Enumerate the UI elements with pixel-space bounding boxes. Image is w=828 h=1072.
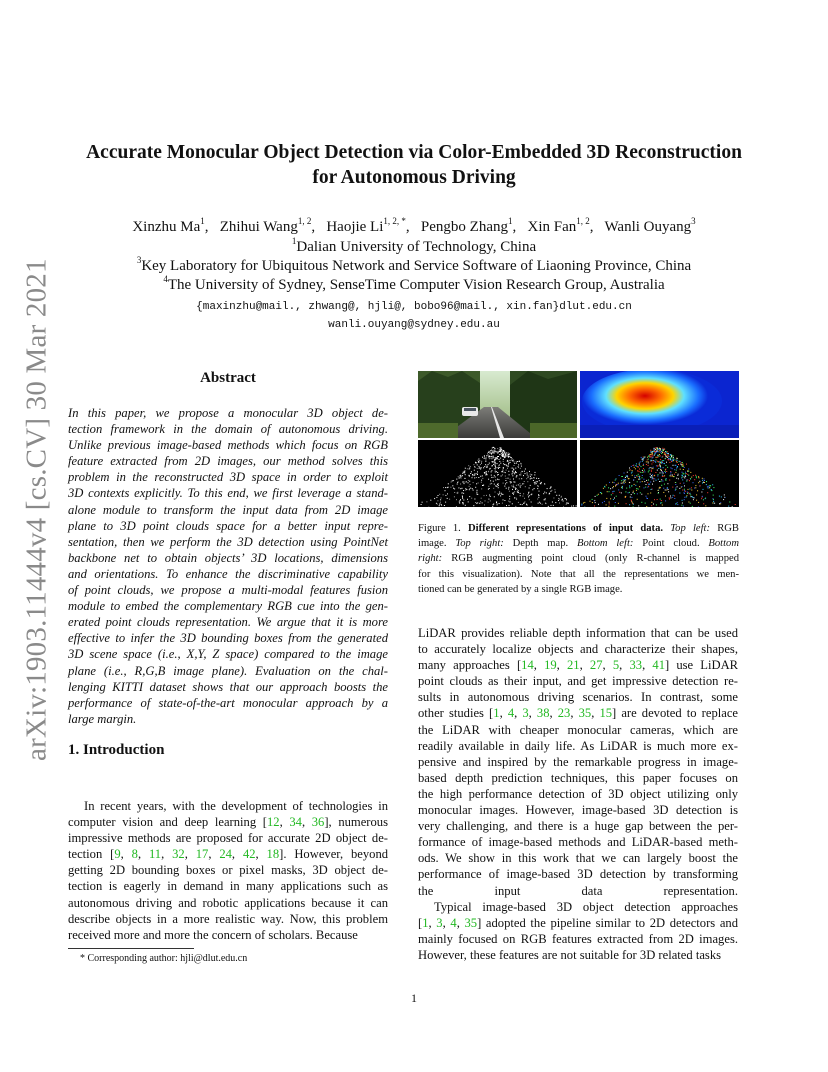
citation-link[interactable]: 14 [521, 658, 534, 673]
text-line: plane to 3D point clouds space for a better input repre- [68, 518, 388, 533]
text-line [68, 830, 388, 846]
text-line [68, 927, 388, 943]
text-span: other studies [ [418, 706, 494, 721]
text-span: , [499, 706, 508, 721]
title-line-1: Accurate Monocular Object Detection via Color-Embedded 3D Reconstruction [86, 142, 742, 163]
text-span: , [533, 658, 545, 673]
text-span: , [570, 706, 579, 721]
text-span: , [301, 815, 312, 830]
text-line [418, 883, 738, 899]
author: Xin Fan$^{1, 2}$ [527, 216, 590, 235]
citation-link[interactable]: 33 [629, 658, 643, 673]
text-line: of point clouds, we propose a multi-modal features fusion [68, 583, 388, 598]
text-span: ] adopted the pipeline similar to 2D detectors and [477, 915, 739, 930]
text-span: , [642, 658, 653, 673]
text-line [418, 705, 738, 721]
citation-link[interactable]: 32 [172, 847, 185, 862]
text-span: , [528, 706, 537, 721]
text-line [418, 866, 738, 882]
text-line [68, 862, 388, 878]
text-span: readily available in daily life. As LiDAR is much more ex- [418, 738, 738, 753]
text-line: module to embed the complementary RGB cue into the gen- [68, 599, 388, 614]
text-line [68, 878, 388, 894]
paper-title [60, 140, 768, 190]
text-line: plane (i.e., R,G,B image plane). Evaluation on the chal- [68, 663, 388, 678]
text-span: , [442, 915, 451, 930]
text-line: 3D scene space (i.e., X,Y, Z space) compared to the image [68, 647, 388, 662]
citation-link[interactable]: 18 [266, 847, 280, 862]
text-line [418, 641, 738, 657]
text-span: , [579, 658, 590, 673]
text-line [418, 770, 738, 786]
citation-link[interactable]: 9 [114, 847, 121, 862]
text-span: , [602, 658, 613, 673]
rgb-augmented-point-cloud-image [580, 440, 739, 507]
citation-link[interactable]: 11 [148, 847, 162, 862]
text-span: , [208, 847, 220, 862]
citation-link[interactable]: 35 [578, 706, 592, 721]
text-line [418, 947, 738, 963]
text-span: impressive methods are proposed for accurate 2D object de- [68, 831, 388, 846]
text-span: Top right: [455, 538, 504, 550]
text-span: , [556, 658, 567, 673]
citation-link[interactable]: 5 [612, 658, 620, 673]
text-span: , [279, 815, 290, 830]
email-line: {maxinzhu@mail., zhwang@, hjli@, bobo96@mail., xin.fan}dlut.edu.cn [196, 301, 632, 313]
text-span: Depth map. [503, 538, 577, 550]
email-line: wanli.ouyang@sydney.edu.au [328, 319, 500, 331]
text-line: effective to infer the 3D bounding boxes from the generated [68, 631, 388, 646]
text-span: based depth prediction techniques, this paper focuses on [418, 770, 738, 785]
citation-link[interactable]: 21 [567, 658, 580, 673]
text-span: Top left: [670, 523, 711, 534]
text-span: describe objects in a more realistic way. Now, this problem [68, 911, 388, 926]
text-span: ]. However, beyond [279, 847, 389, 862]
text-span: ] are devoted to replace [612, 706, 739, 721]
text-span: the input data representation. [418, 883, 738, 898]
text-line [418, 689, 738, 705]
text-line [418, 802, 738, 818]
text-span: point clouds as their input, and get impressive detection re- [418, 674, 738, 689]
text-line: backbone net to obtain objects’ 3D locations, dimensions [68, 550, 388, 565]
right-column-body [418, 625, 738, 963]
text-span: autonomous driving and robotic applications because it can [68, 895, 388, 910]
page-number: 1 [411, 991, 417, 1005]
point-cloud-panel [418, 440, 577, 507]
figure-1-caption [418, 521, 739, 597]
text-line [418, 521, 739, 536]
rgb-road-image [418, 371, 577, 438]
citation-link[interactable]: 8 [131, 847, 138, 862]
author: Zhihui Wang$^{1, 2}$ [219, 216, 312, 235]
text-line [418, 850, 738, 866]
citation-link[interactable]: 19 [544, 658, 557, 673]
author-list: Xinzhu Ma$^1$, Zhihui Wang$^{1, 2}$, Haojie $Li^{1, 2, *}$, Pengbo Zhang$^1$, Xin Fan$^{1, 2}$, Wanli Ouyang$^3$ [132, 216, 696, 235]
text-line: In this paper, we propose a monocular 3D object de- [68, 406, 388, 420]
text-line [418, 931, 738, 947]
citation-link[interactable]: 36 [311, 815, 325, 830]
author: Haojie $Li^{1, 2, *}$ [326, 216, 406, 235]
rgb-image-panel [418, 371, 577, 438]
affiliation: $^4$The University of Sydney, SenseTime Computer Vision Research Group, Australia [163, 274, 665, 293]
text-span: In recent years, with the development of technologies in [84, 799, 388, 813]
text-span: Typical image-based 3D object detection approaches [434, 899, 738, 914]
text-span: pensive and inspired by the remarkable progress in image- [418, 754, 738, 769]
text-span: tection [ [68, 847, 115, 862]
text-line: Unlike previous image-based methods which focus on RGB [68, 438, 388, 453]
text-span: the LiDAR with cheaper monocular cameras, which are [418, 722, 738, 737]
point-cloud-image [418, 440, 577, 507]
rgb-point-cloud-panel [580, 440, 739, 507]
title-line-2: for Autonomous Driving [312, 167, 516, 188]
citation-link[interactable]: 12 [266, 815, 280, 830]
text-span: computer vision and deep learning [ [68, 815, 267, 830]
citation-link[interactable]: 23 [557, 706, 571, 721]
text-span: , [137, 847, 149, 862]
text-line [418, 673, 738, 689]
text-span: , [591, 706, 600, 721]
text-span: tioned can be generated by a single RGB image. [418, 583, 623, 595]
citation-link[interactable]: 1 [422, 915, 429, 930]
affiliation: $^1$Dalian University of Technology, China [291, 236, 537, 255]
text-line [68, 911, 388, 927]
text-span: getting 2D bounding boxes or pixel masks, 3D object de- [68, 863, 388, 878]
text-line [68, 895, 388, 911]
citation-link[interactable]: 1 [493, 706, 500, 721]
text-span: Bottom [708, 538, 739, 550]
text-span: received more and more the concern of scholars. Because [68, 927, 358, 942]
text-line [68, 846, 388, 862]
text-span: Figure 1. [418, 523, 468, 534]
text-span: , [514, 706, 523, 721]
text-line [418, 915, 738, 931]
figure-1 [418, 371, 739, 507]
text-span: very challenging, and there is a huge gap between the per- [418, 819, 738, 834]
citation-link[interactable]: 27 [589, 658, 603, 673]
text-span: [ [418, 915, 423, 930]
depth-map-image [580, 371, 739, 438]
text-span: , [619, 658, 630, 673]
text-line: large margin. [68, 711, 137, 726]
abstract-heading: Abstract [200, 370, 256, 386]
footnote: * Corresponding author: hjli@dlut.edu.cn [80, 953, 248, 964]
text-span: ] use LiDAR [664, 658, 739, 673]
text-span: tection is eagerly in demand in many applications such as [68, 879, 388, 894]
text-span: , [120, 847, 132, 862]
text-line [418, 625, 738, 641]
author: Wanli Ouyang$^3$ [604, 216, 696, 235]
text-span: to accurately localize objects and characterize their shapes, [418, 642, 738, 657]
text-line [418, 738, 738, 754]
text-line: alone module to transform the input data from 2D image [68, 502, 388, 517]
citation-link[interactable]: 42 [242, 847, 256, 862]
text-span: , [231, 847, 243, 862]
citation-link[interactable]: 41 [652, 658, 665, 673]
text-line [418, 536, 739, 551]
text-line: lenging KITTI dataset shows that our approach boosts the [68, 679, 388, 694]
citation-link[interactable]: 3 [436, 915, 443, 930]
text-span: Bottom left: [576, 538, 634, 550]
text-line [68, 814, 388, 830]
text-line: problem in the reconstructed 3D space in order to exploit [68, 470, 388, 485]
text-span: right: [418, 553, 443, 565]
author: Pengbo Zhang$^1$ [420, 216, 513, 235]
text-line [418, 754, 738, 770]
citation-link[interactable]: 34 [289, 815, 302, 830]
citation-link[interactable]: 17 [195, 847, 209, 862]
footnote-divider [68, 948, 194, 949]
text-span: many approaches [ [418, 658, 522, 673]
text-span: performance of image-based 3D detection by transforming [418, 867, 738, 882]
text-line [418, 551, 739, 566]
text-span: the high performance detection of 3D object utilizing only [418, 786, 738, 801]
citation-link[interactable]: 35 [464, 915, 478, 930]
text-span: formance of image-based methods and LiDAR-based meth- [418, 835, 738, 850]
text-span: sults in autonomous driving scenarios. In contrast, some [418, 690, 738, 705]
section-heading: 1. Introduction [68, 742, 165, 758]
text-span: for this visualization). Note that all the representations we men- [418, 568, 739, 580]
citation-link[interactable]: 4 [507, 706, 515, 721]
text-span: LiDAR provides reliable depth information that can be used [418, 626, 738, 640]
text-span: monocular images. However, image-based 3D detection is [418, 803, 738, 818]
text-line [418, 899, 738, 915]
text-line: and orientations. To enhance the discriminative capability [68, 566, 388, 581]
text-line: performance of state-of-the-art monocular approach by a [68, 695, 388, 710]
text-line [418, 818, 738, 834]
citation-link[interactable]: 15 [599, 706, 613, 721]
text-line [418, 582, 739, 597]
text-span: , [255, 847, 267, 862]
citation-link[interactable]: 24 [219, 847, 232, 862]
text-line [418, 834, 738, 850]
text-span: Point cloud. [633, 538, 709, 550]
text-line [418, 786, 738, 802]
citation-link[interactable]: 4 [450, 915, 457, 930]
introduction-body [68, 798, 388, 943]
text-span: image. [418, 538, 456, 550]
text-line: erated point clouds representation. We argue that it is more [68, 615, 388, 630]
author: Xinzhu Ma$^1$ [132, 216, 205, 235]
text-span: RGB [710, 523, 739, 534]
text-span: , [161, 847, 173, 862]
text-span: RGB augmenting point cloud (only R-channel is mapped [442, 553, 739, 565]
text-span: ], numerous [324, 815, 388, 830]
depth-map-panel [580, 371, 739, 438]
abstract-body [68, 405, 388, 727]
text-span: However, these features are not suitable for 3D related tasks [418, 947, 722, 962]
text-span: mainly focused on RGB features extracted from 2D images. [418, 931, 738, 946]
text-line [68, 798, 388, 814]
text-line [418, 567, 739, 582]
arxiv-identifier: arXiv:1903.11444v4 [cs.CV] 30 Mar 2021 [20, 258, 53, 762]
citation-link[interactable]: 38 [536, 706, 550, 721]
affiliation: $^3$Key Laboratory for Ubiquitous Network and Service Software of Liaoning Province, China [136, 255, 692, 274]
text-line: sentation, then we perform the 3D detection using PointNet [68, 534, 388, 549]
text-span: , [456, 915, 465, 930]
text-span: , [549, 706, 558, 721]
text-line [418, 657, 738, 673]
text-line: 3D contexts explicitly. To this end, we first leverage a stand- [68, 486, 388, 501]
text-line [418, 722, 738, 738]
text-span: , [184, 847, 196, 862]
text-span: , [428, 915, 437, 930]
citation-link[interactable]: 3 [522, 706, 529, 721]
text-line: tection framework in the domain of autonomous driving. [68, 422, 388, 437]
text-span: Different representations of input data. [468, 523, 664, 534]
text-span: ods. We show in this work that we can largely boost the [418, 851, 738, 866]
text-line: feature extracted from 2D images, our method solves this [68, 454, 388, 469]
